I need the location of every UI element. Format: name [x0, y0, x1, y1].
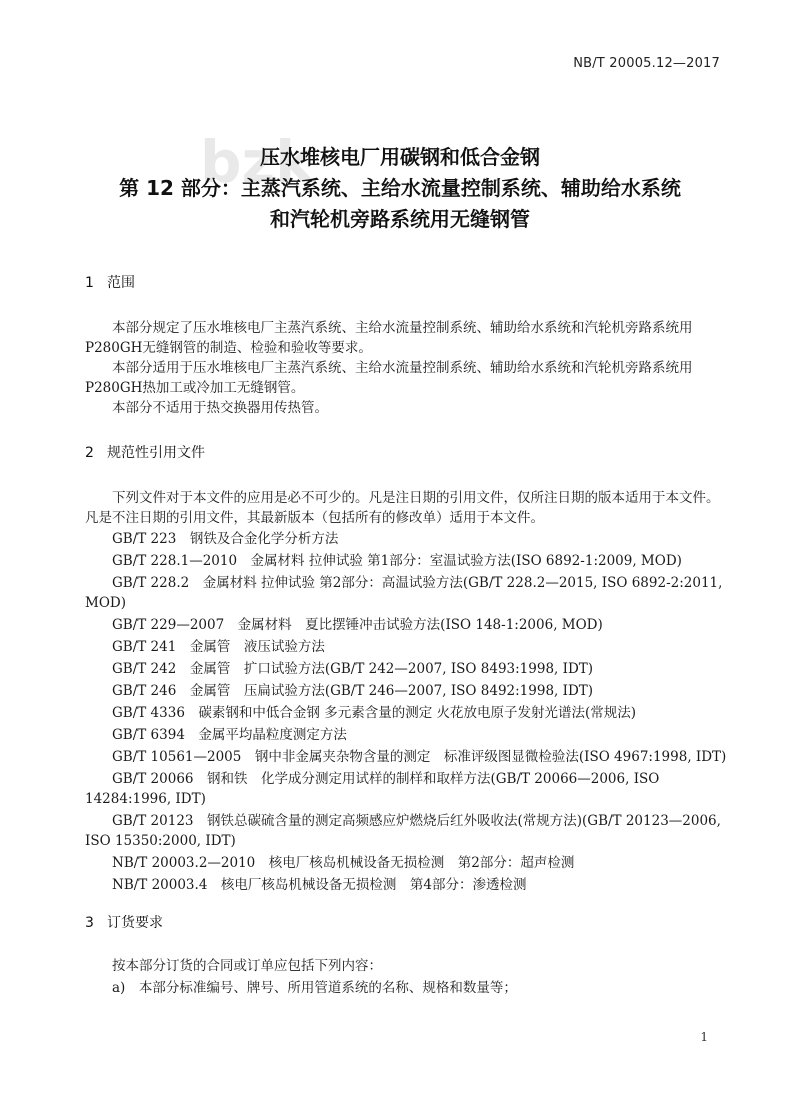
document-title	[0, 142, 800, 235]
section-2-number: 2	[85, 445, 94, 461]
reference-item: NB/T 20003.4 核电厂核岛机械设备无损检测 第4部分：渗透检测	[112, 877, 527, 893]
section-1-paragraph: 本部分不适用于热交换器用传热管。	[112, 400, 328, 416]
section-2-intro: 下列文件对于本文件的应用是必不可少的。凡是注日期的引用文件，仅所注日期的版本适用于本文件。凡是不注日期的引用文件，其最新版本（包括所有的修改单）适用于本文件。	[85, 490, 720, 526]
standard-number: NB/T 20005.12—2017	[573, 56, 720, 71]
section-1-title: 范围	[107, 275, 135, 291]
reference-item: GB/T 4336 碳素钢和中低合金钢 多元素含量的测定 火花放电原子发射光谱法(常规法)	[112, 705, 637, 721]
title-line-2: 第 12 部分：主蒸汽系统、主给水流量控制系统、辅助给水系统	[119, 176, 681, 200]
section-3-heading	[85, 912, 163, 932]
reference-item: GB/T 223 钢铁及合金化学分析方法	[112, 531, 339, 547]
reference-item: GB/T 10561—2005 钢中非金属夹杂物含量的测定 标准评级图显微检验法(ISO 4967:1998, IDT)	[112, 749, 727, 765]
section-3-number: 3	[85, 915, 94, 931]
title-line-3: 和汽轮机旁路系统用无缝钢管	[270, 207, 530, 231]
reference-item: GB/T 241 金属管 液压试验方法	[112, 639, 325, 655]
section-3-title: 订货要求	[107, 915, 163, 931]
reference-item: GB/T 6394 金属平均晶粒度测定方法	[112, 727, 347, 743]
section-1-paragraph: 本部分规定了压水堆核电厂主蒸汽系统、主给水流量控制系统、辅助给水系统和汽轮机旁路系统用P280GH无缝钢管的制造、检验和验收等要求。	[85, 320, 693, 356]
section-2-title: 规范性引用文件	[107, 445, 205, 461]
reference-item: GB/T 228.1—2010 金属材料 拉伸试验 第1部分：室温试验方法(ISO 6892-1:2009, MOD)	[112, 553, 682, 569]
reference-item: NB/T 20003.2—2010 核电厂核岛机械设备无损检测 第2部分：超声检测	[112, 855, 575, 871]
section-1-heading	[85, 272, 135, 292]
section-1-paragraph: 本部分适用于压水堆核电厂主蒸汽系统、主给水流量控制系统、辅助给水系统和汽轮机旁路系统用P280GH热加工或冷加工无缝钢管。	[85, 360, 693, 396]
reference-item: GB/T 229—2007 金属材料 夏比摆锤冲击试验方法(ISO 148-1:2006, MOD)	[112, 617, 603, 633]
section-1-number: 1	[85, 275, 94, 291]
order-item: a) 本部分标准编号、牌号、所用管道系统的名称、规格和数量等；	[112, 980, 517, 996]
section-1-body	[85, 318, 725, 418]
page-number: 1	[700, 1030, 708, 1044]
reference-item: GB/T 242 金属管 扩口试验方法(GB/T 242—2007, ISO 8493:1998, IDT)	[112, 661, 594, 677]
section-2-heading	[85, 442, 205, 462]
watermark: bzk	[200, 128, 314, 196]
reference-item: GB/T 246 金属管 压扁试验方法(GB/T 246—2007, ISO 8492:1998, IDT)	[112, 683, 594, 699]
section-3-intro: 按本部分订货的合同或订单应包括下列内容：	[112, 958, 382, 974]
title-line-1: 压水堆核电厂用碳钢和低合金钢	[260, 145, 540, 169]
reference-item: GB/T 20123 钢铁总碳硫含量的测定高频感应炉燃烧后红外吸收法(常规方法)(GB/T 20123—2006, ISO 15350:2000, IDT)	[85, 813, 721, 849]
reference-item: GB/T 228.2 金属材料 拉伸试验 第2部分：高温试验方法(GB/T 228.2—2015, ISO 6892-2:2011, MOD)	[85, 575, 723, 611]
reference-item: GB/T 20066 钢和铁 化学成分测定用试样的制样和取样方法(GB/T 20066—2006, ISO 14284:1996, IDT)	[85, 771, 660, 807]
